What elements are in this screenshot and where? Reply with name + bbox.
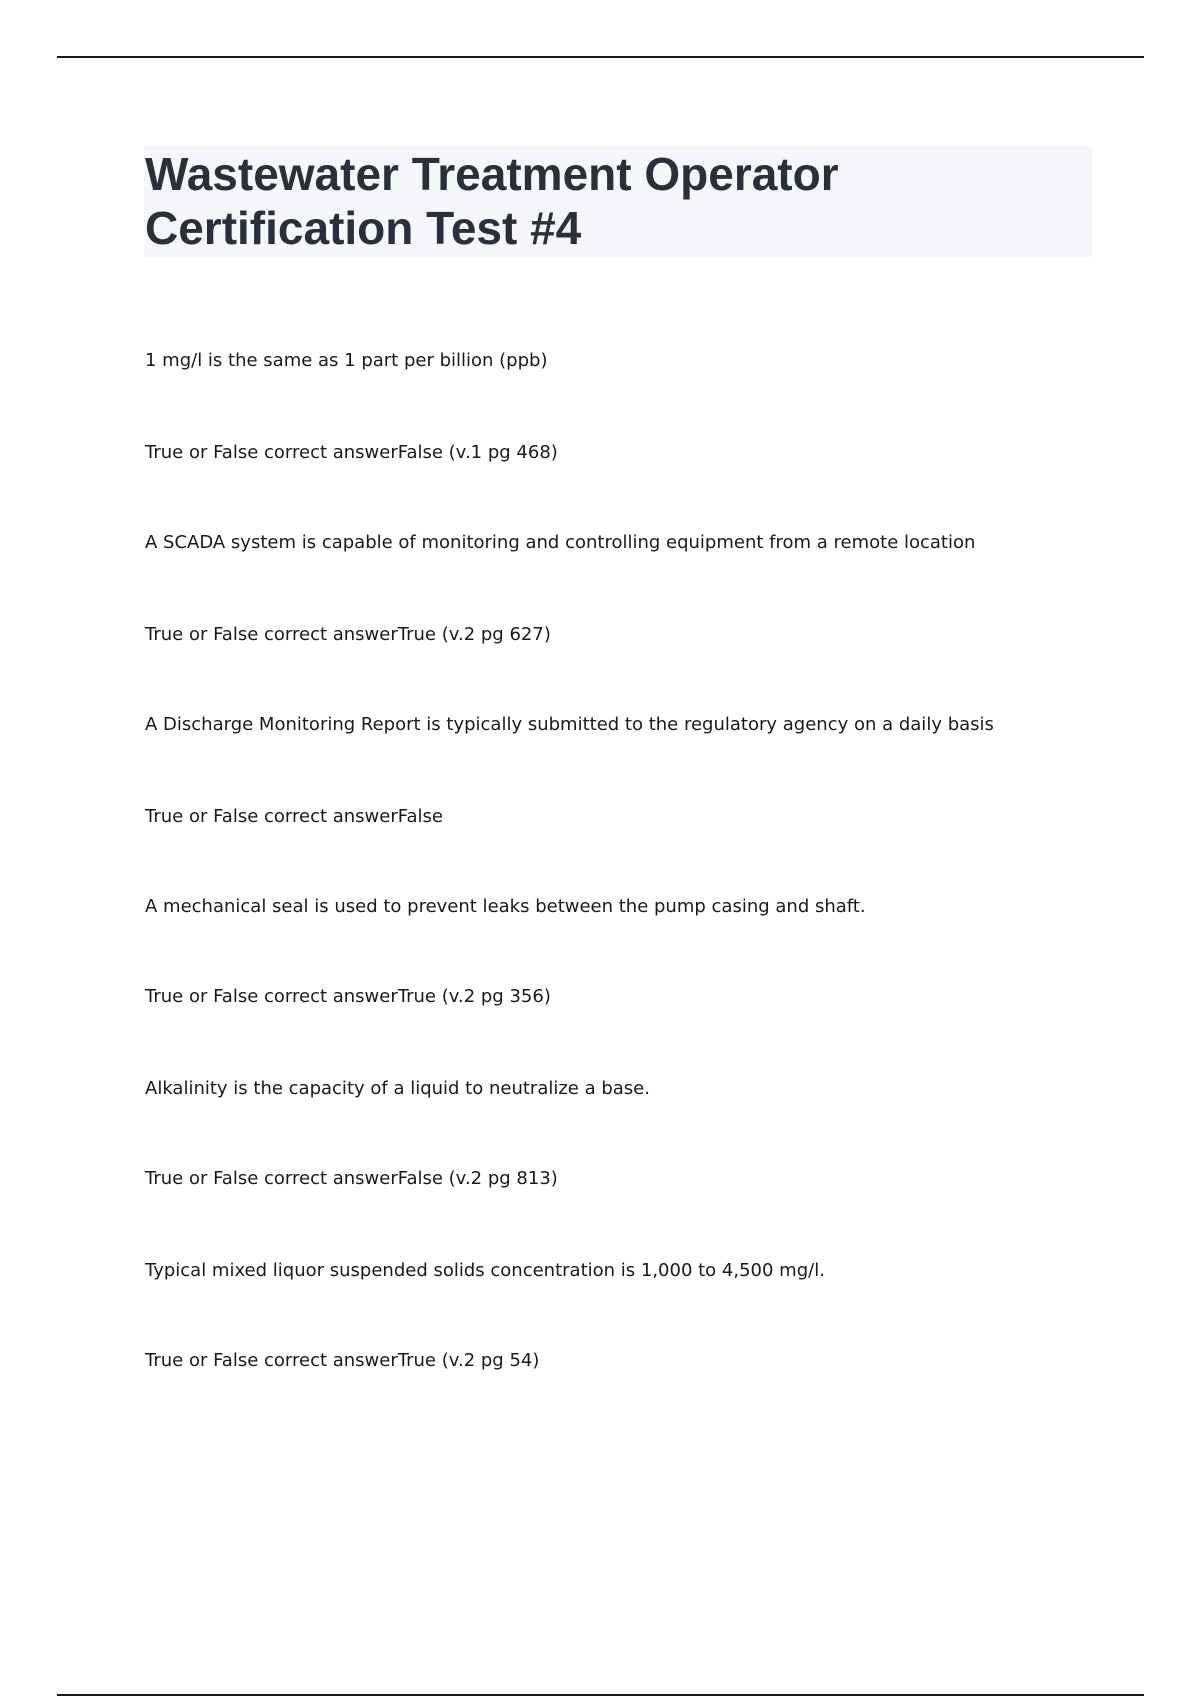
question-5: Alkalinity is the capacity of a liquid to neutralize a base.	[145, 1078, 650, 1099]
answer-1: True or False correct answerFalse (v.1 pg 468)	[145, 442, 558, 463]
answer-6: True or False correct answerTrue (v.2 pg 54)	[145, 1350, 540, 1371]
question-3: A Discharge Monitoring Report is typically submitted to the regulatory agency on a daily basis	[145, 714, 994, 735]
bottom-rule	[57, 1694, 1144, 1696]
page-title-line-2: Certification Test #4	[145, 202, 582, 254]
question-1: 1 mg/l is the same as 1 part per billion (ppb)	[145, 350, 548, 371]
title-block	[144, 146, 1092, 257]
answer-3: True or False correct answerFalse	[145, 806, 443, 827]
answer-5: True or False correct answerFalse (v.2 pg 813)	[145, 1168, 558, 1189]
answer-2: True or False correct answerTrue (v.2 pg 627)	[145, 624, 551, 645]
page-title-line-1: Wastewater Treatment Operator	[145, 148, 839, 200]
top-rule	[57, 56, 1144, 58]
answer-4: True or False correct answerTrue (v.2 pg 356)	[145, 986, 551, 1007]
question-6: Typical mixed liquor suspended solids concentration is 1,000 to 4,500 mg/l.	[145, 1260, 825, 1281]
question-4: A mechanical seal is used to prevent leaks between the pump casing and shaft.	[145, 896, 866, 917]
question-2: A SCADA system is capable of monitoring and controlling equipment from a remote location	[145, 532, 976, 553]
